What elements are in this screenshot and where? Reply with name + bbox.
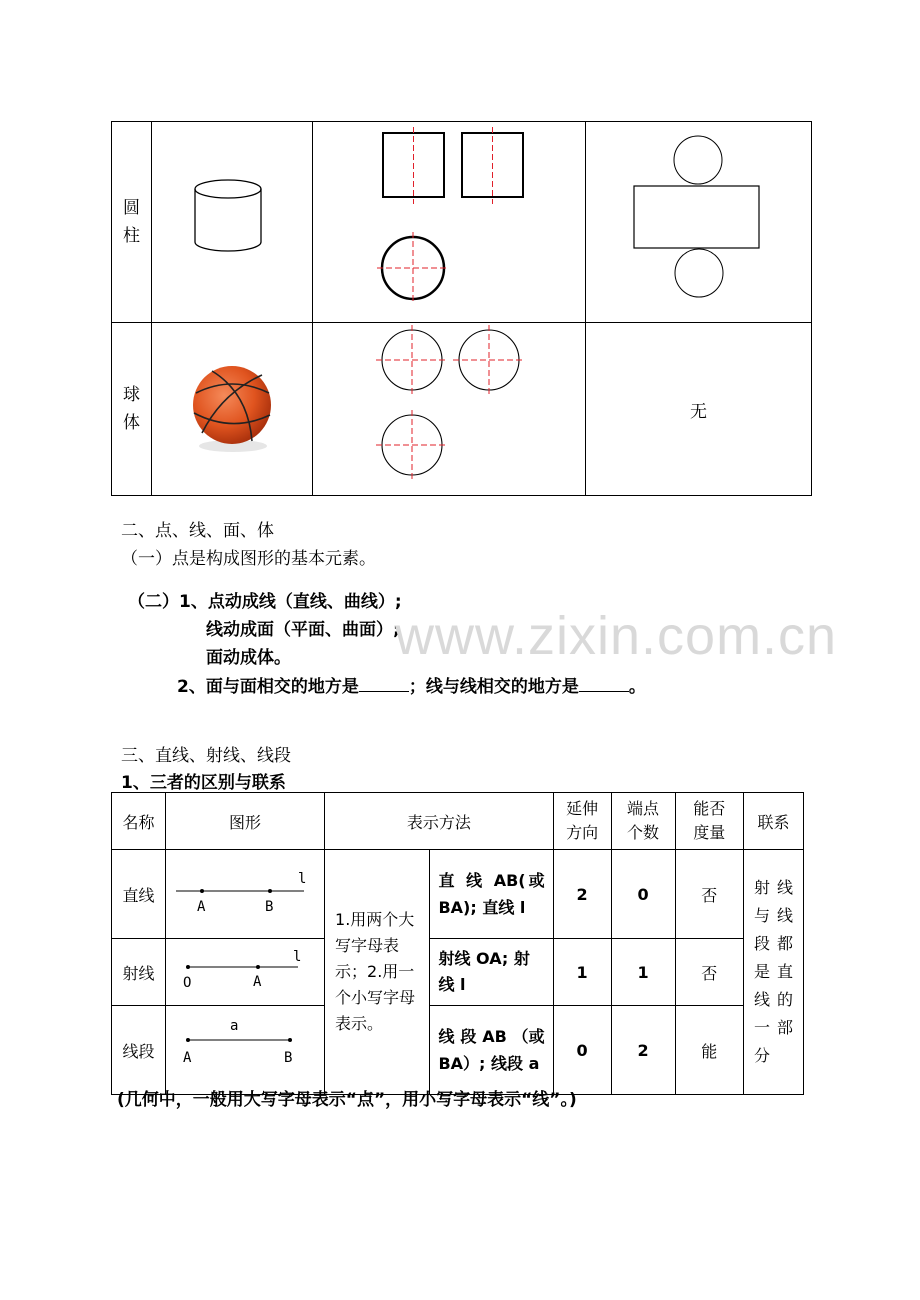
section2-line5: 2、面与面相交的地方是 ；线与线相交的地方是 。 [177,677,646,697]
label-l: l [298,871,307,887]
row-label-sphere: 球体 [112,323,152,496]
footnote: (几何中，一般用大写字母表示“点”，用小写字母表示“线”。) [117,1090,577,1110]
ray-figure [166,939,325,1006]
section2-line3: 线动成面（平面、曲面）; [206,620,400,640]
sphere-net-cell: 无 [586,323,812,496]
section2-line4: 面动成体。 [206,648,291,668]
shape-table [111,121,812,496]
method-segment: 线 段 AB （或 BA）; 线段 a [430,1006,553,1095]
header-method: 表示方法 [325,793,554,850]
answer-blank-2 [579,675,629,692]
watermark: www.zixin.com.cn [395,606,838,666]
cylinder-net [586,122,812,323]
line-figure [166,850,325,939]
header-figure: 图形 [166,793,325,850]
measurable-segment: 能 [675,1006,743,1095]
label-a: A [197,899,206,915]
cylinder-three-views [313,122,586,323]
section2-heading: 二、点、线、面、体 [121,521,274,541]
label-a-lower: a [230,1018,239,1034]
sphere-three-views [313,323,586,496]
label-l: l [293,949,302,965]
section2-line1: （一）点是构成图形的基本元素。 [121,549,376,569]
segment-figure [166,1006,325,1095]
header-endpoints: 端点个数 [611,793,675,850]
header-name: 名称 [112,793,166,850]
method-line: 直 线 AB(或 BA); 直线 l [430,850,553,939]
cylinder-figure [152,122,313,323]
shared-method-cell: 1.用两个大写字母表示；2.用一个小写字母表示。 [325,850,430,1095]
header-relation: 联系 [744,793,804,850]
row-name-segment: 线段 [112,1006,166,1095]
row-label-cylinder: 圆柱 [112,122,152,323]
endpoints-segment: 2 [611,1006,675,1095]
answer-blank-1 [359,675,409,692]
relation-cell: 射线与线段都是直线的一部分 [744,850,804,1095]
extend-ray: 1 [553,939,611,1006]
section2-line2: （二）1、点动成线（直线、曲线）; [128,592,402,612]
row-name-ray: 射线 [112,939,166,1006]
header-measurable: 能否度量 [675,793,743,850]
endpoints-ray: 1 [611,939,675,1006]
label-b: B [284,1050,293,1066]
measurable-line: 否 [675,850,743,939]
basketball-image [152,323,313,496]
label-a: A [253,974,262,990]
label-a: A [183,1050,192,1066]
row-name-line: 直线 [112,850,166,939]
extend-line: 2 [553,850,611,939]
label-b: B [265,899,274,915]
extend-segment: 0 [553,1006,611,1095]
lines-table [111,792,804,1095]
section3-heading: 三、直线、射线、线段 [121,746,291,766]
header-extend: 延伸方向 [553,793,611,850]
label-o: O [183,975,192,991]
measurable-ray: 否 [675,939,743,1006]
section3-sub: 1、三者的区别与联系 [121,773,286,793]
method-ray: 射线 OA; 射线 l [430,939,553,1006]
endpoints-line: 0 [611,850,675,939]
